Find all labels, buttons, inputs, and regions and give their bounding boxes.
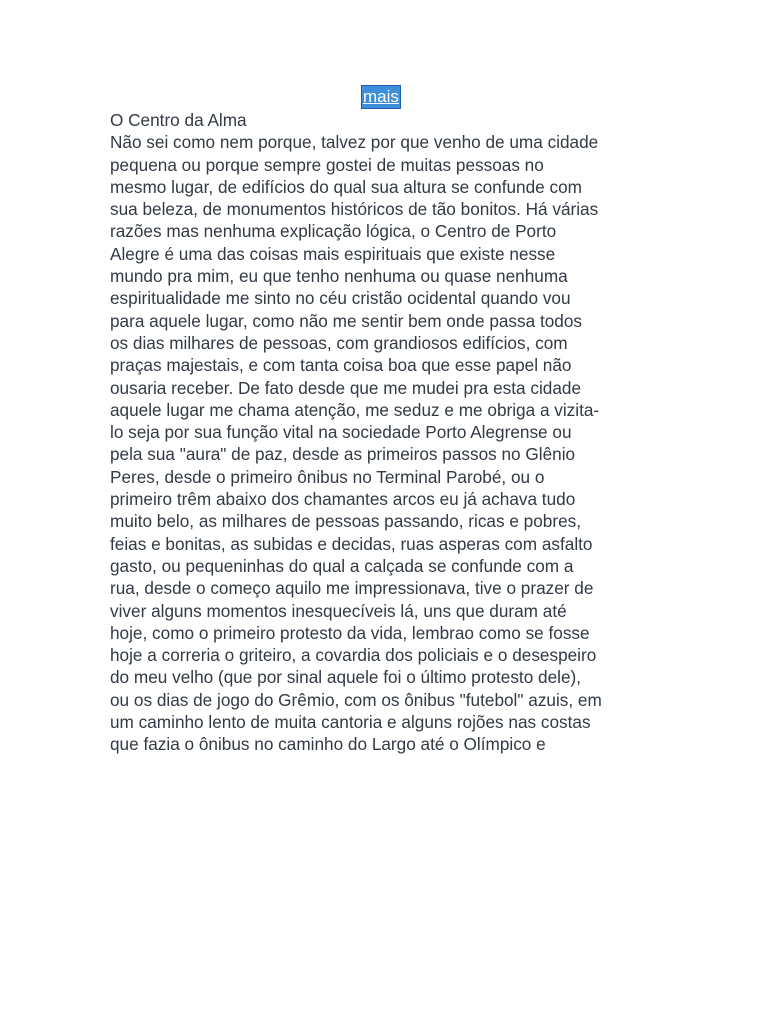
text-line: razões mas nenhuma explicação lógica, o Centro de Porto [110,221,557,242]
text-line: aquele lugar me chama atenção, me seduz e me obriga a vizita- [110,399,600,420]
document-body [110,109,670,756]
document-text [110,131,670,755]
text-line: espiritualidade me sinto no céu cristão ocidental quando vou [110,288,571,309]
text-line: muito belo, as milhares de pessoas passando, ricas e pobres, [110,511,582,532]
text-line: lo seja por sua função vital na sociedade Porto Alegrense ou [110,422,572,443]
text-line: pela sua "aura" de paz, desde as primeiros passos no Glênio [110,444,576,465]
text-line: gasto, ou pequeninhas do qual a calçada se confunde com a [110,555,574,576]
text-line: Não sei como nem porque, talvez por que venho de uma cidade [110,132,599,153]
text-line: ousaria receber. De fato desde que me mudei pra esta cidade [110,377,582,398]
text-line: praças majestais, e com tanta coisa boa que esse papel não [110,355,572,376]
text-line: que fazia o ônibus no caminho do Largo até o Olímpico e [110,734,546,755]
text-line: pequena ou porque sempre gostei de muitas pessoas no [110,154,544,175]
text-line: os dias milhares de pessoas, com grandiosos edifícios, com [110,332,568,353]
text-line: do meu velho (que por sinal aquele foi o último protesto dele), [110,667,582,688]
document-title: O Centro da Alma [110,110,247,130]
text-line: ou os dias de jogo do Grêmio, com os ônibus "futebol" azuis, em [110,689,602,710]
text-line: hoje a correria o griteiro, a covardia dos policiais e o desespeiro [110,645,597,666]
more-link[interactable]: mais [363,87,399,106]
text-line: mundo pra mim, eu que tenho nenhuma ou quase nenhuma [110,266,568,287]
text-line: mesmo lugar, de edifícios do qual sua altura se confunde com [110,176,582,197]
text-line: sua beleza, de monumentos históricos de tão bonitos. Há várias [110,199,599,220]
text-line: feias e bonitas, as subidas e decidas, ruas asperas com asfalto [110,533,593,554]
text-line: rua, desde o começo aquilo me impressionava, tive o prazer de [110,578,594,599]
text-line: primeiro trêm abaixo dos chamantes arcos eu já achava tudo [110,489,576,510]
text-line: hoje, como o primeiro protesto da vida, lembrao como se fosse [110,622,590,643]
text-line: para aquele lugar, como não me sentir bem onde passa todos [110,310,583,331]
text-line: Peres, desde o primeiro ônibus no Terminal Parobé, ou o [110,466,545,487]
text-line: Alegre é uma das coisas mais espirituais que existe nesse [110,243,556,264]
text-line: um caminho lento de muita cantoria e alguns rojões nas costas [110,712,591,733]
text-line: viver alguns momentos inesquecíveis lá, uns que duram até [110,600,567,621]
